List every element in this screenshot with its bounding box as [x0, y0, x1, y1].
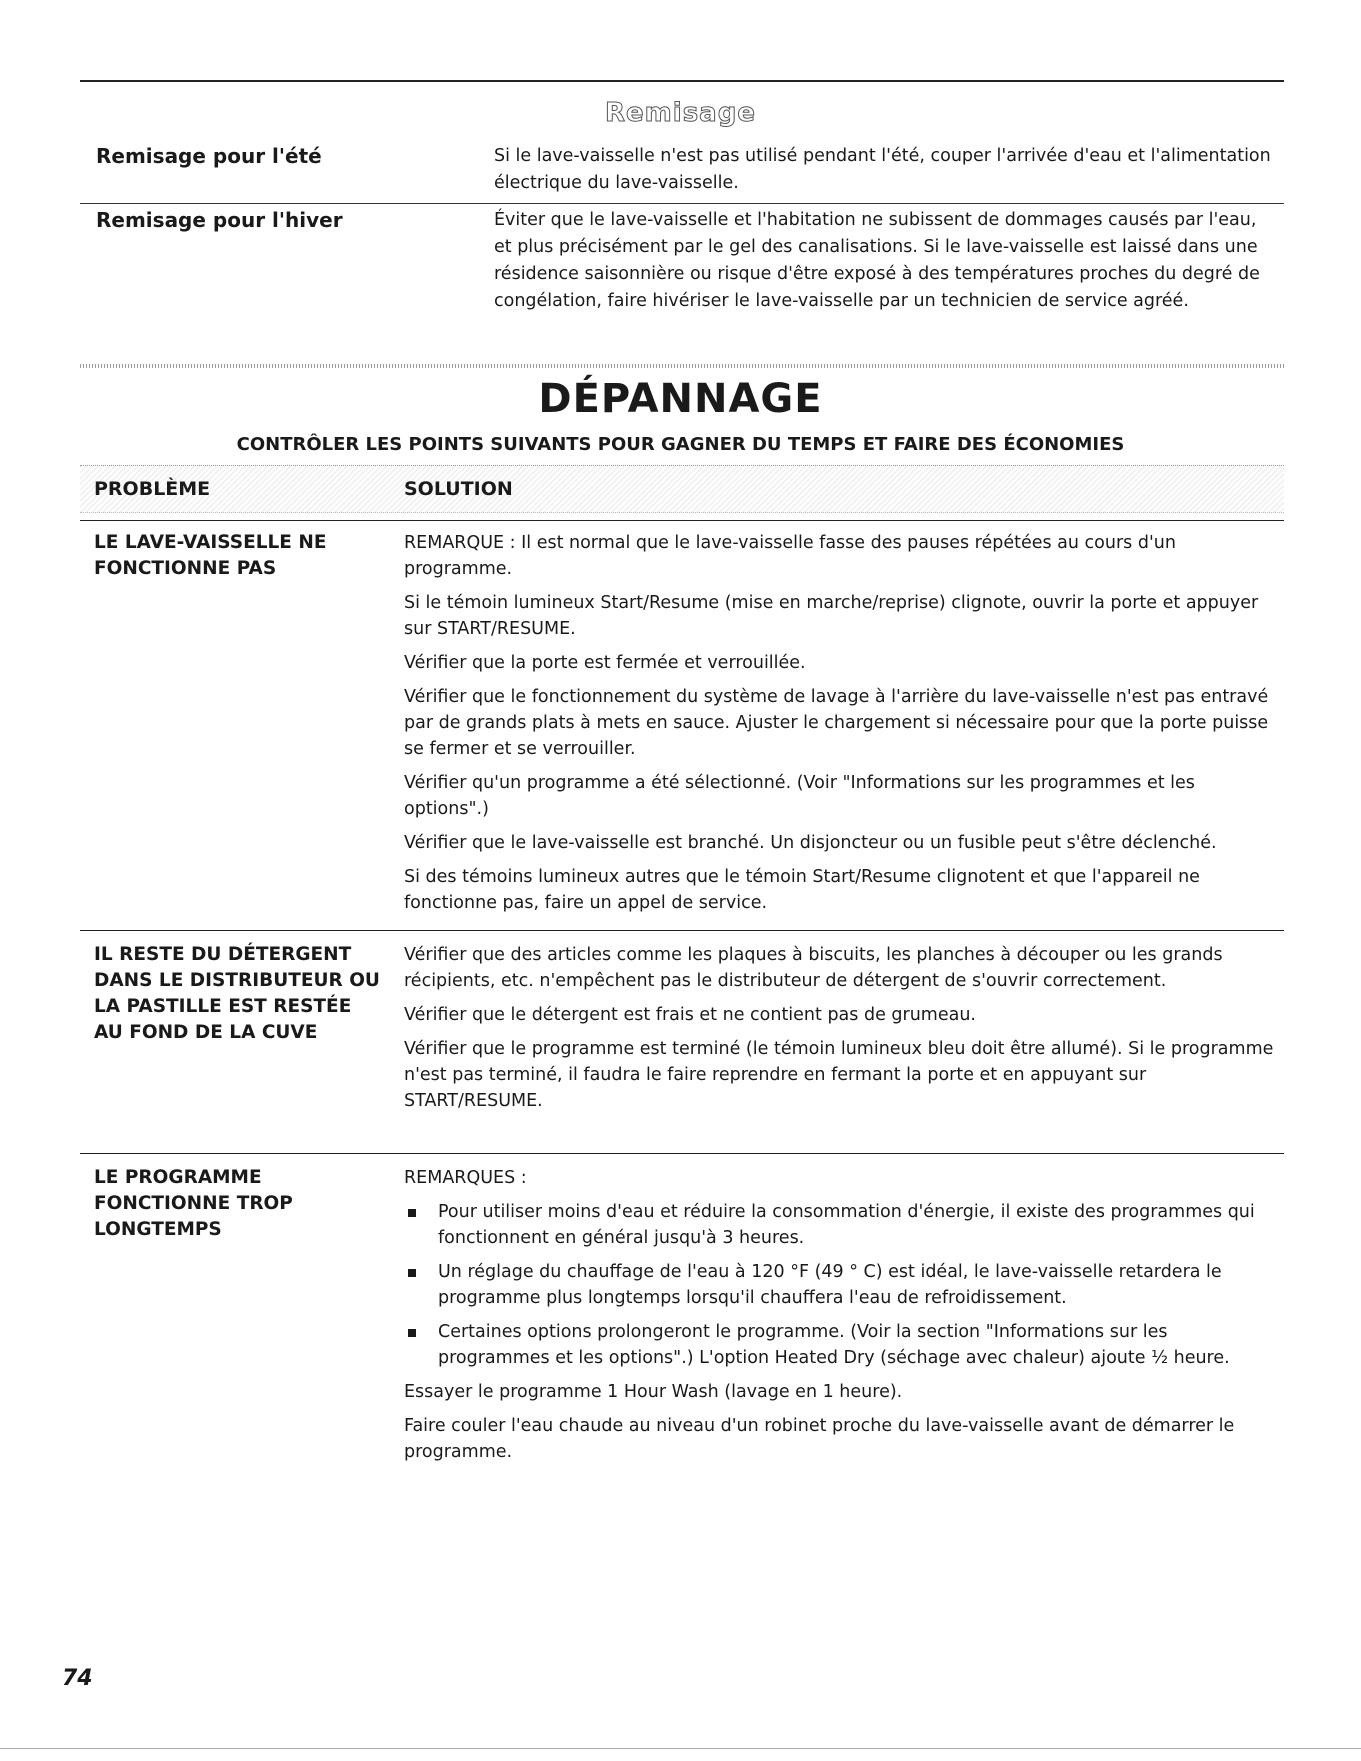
list-item-text: Certaines options prolongeront le programme. (Voir la section "Informations sur les programmes et les options".) L'option Heated Dry (séchage avec chaleur) ajoute ½ heure.	[438, 1322, 1230, 1368]
header-rule	[80, 520, 1284, 521]
page-number: 74	[62, 1666, 93, 1691]
solution-paragraph: Si des témoins lumineux autres que le témoin Start/Resume clignotent et que l'appareil ne fonctionne pas, faire un appel de service.	[404, 867, 1200, 913]
bottom-edge-rule	[0, 1748, 1361, 1749]
bullet-icon	[408, 1209, 416, 1217]
list-item	[404, 1259, 1274, 1311]
solution-paragraph: Vérifier que des articles comme les plaques à biscuits, les planches à découper ou les grands récipients, etc. n'empêchent pas le distributeur de détergent de s'ouvrir correctement.	[404, 945, 1223, 991]
solution-paragraph: Vérifier que le détergent est frais et ne contient pas de grumeau.	[404, 1005, 976, 1025]
winter-storage-label: Remisage pour l'hiver	[96, 208, 343, 232]
problem-not-running: LE LAVE-VAISSELLE NE FONCTIONNE PAS	[94, 532, 327, 579]
problem-cycle-too-long: LE PROGRAMME FONCTIONNE TROP LONGTEMPS	[94, 1167, 293, 1240]
list-item-text: Pour utiliser moins d'eau et réduire la consommation d'énergie, il existe des programmes qui fonctionnent en général jusqu'à 3 heures.	[438, 1202, 1255, 1248]
storage-section-title: Remisage	[605, 98, 756, 128]
list-item-text: Un réglage du chauffage de l'eau à 120 °F (49 ° C) est idéal, le lave-vaisselle retardera le programme plus longtemps lorsqu'il chauffera l'eau de refroidissement.	[438, 1262, 1222, 1308]
solution-paragraph: Si le témoin lumineux Start/Resume (mise en marche/reprise) clignote, ouvrir la porte et appuyer sur START/RESUME.	[404, 593, 1259, 639]
solution-paragraph: REMARQUE : Il est normal que le lave-vaisselle fasse des pauses répétées au cours d'un programme.	[404, 533, 1176, 579]
header-problem: PROBLÈME	[94, 478, 211, 500]
table-row-separator	[80, 930, 1284, 931]
remarks-list	[404, 1199, 1274, 1371]
section-divider	[80, 364, 1284, 368]
list-item	[404, 1199, 1274, 1251]
top-rule	[80, 80, 1284, 82]
solution-not-running	[404, 530, 1274, 924]
table-header-band	[80, 465, 1284, 513]
troubleshooting-subtitle: CONTRÔLER LES POINTS SUIVANTS POUR GAGNER DU TEMPS ET FAIRE DES ÉCONOMIES	[236, 434, 1125, 455]
solution-paragraph: Essayer le programme 1 Hour Wash (lavage en 1 heure).	[404, 1382, 903, 1402]
winter-storage-text: Éviter que le lave-vaisselle et l'habitation ne subissent de dommages causés par l'eau, et plus précisément par le gel des canalisations. Si le lave-vaisselle est laissé dans une résidence saisonnière ou risque d'être exposé à des températures proches du degré de congélation, faire hivériser le lave-vaisselle par un technicien de service agréé.	[494, 210, 1260, 311]
solution-paragraph: Vérifier que le lave-vaisselle est branché. Un disjoncteur ou un fusible peut s'être déclenché.	[404, 833, 1217, 853]
problem-detergent-left: IL RESTE DU DÉTERGENT DANS LE DISTRIBUTEUR OU LA PASTILLE EST RESTÉE AU FOND DE LA CUVE	[94, 944, 380, 1043]
solution-paragraph: Vérifier qu'un programme a été sélectionné. (Voir "Informations sur les programmes et les options".)	[404, 773, 1195, 819]
solution-detergent-left	[404, 942, 1274, 1122]
solution-paragraph: Vérifier que la porte est fermée et verrouillée.	[404, 653, 806, 673]
solution-paragraph: Faire couler l'eau chaude au niveau d'un robinet proche du lave-vaisselle avant de démarrer le programme.	[404, 1416, 1235, 1462]
bullet-icon	[408, 1269, 416, 1277]
solution-paragraph: Vérifier que le fonctionnement du système de lavage à l'arrière du lave-vaisselle n'est pas entravé par de grands plats à mets en sauce. Ajuster le chargement si nécessaire pour que la porte puisse se fermer et se verrouiller.	[404, 687, 1269, 759]
solution-cycle-too-long	[404, 1165, 1274, 1473]
list-item	[404, 1319, 1274, 1371]
bullet-icon	[408, 1329, 416, 1337]
summer-storage-label: Remisage pour l'été	[96, 144, 322, 168]
header-solution: SOLUTION	[404, 478, 513, 500]
remarks-label: REMARQUES :	[404, 1168, 527, 1188]
table-row-separator	[80, 1153, 1284, 1154]
storage-row-separator	[80, 203, 1284, 204]
summer-storage-text: Si le lave-vaisselle n'est pas utilisé pendant l'été, couper l'arrivée d'eau et l'alimentation électrique du lave-vaisselle.	[494, 146, 1271, 193]
troubleshooting-title: DÉPANNAGE	[538, 376, 823, 422]
solution-paragraph: Vérifier que le programme est terminé (le témoin lumineux bleu doit être allumé). Si le programme n'est pas terminé, il faudra le faire reprendre en fermant la porte et en appuyant sur START/RESUME.	[404, 1039, 1274, 1111]
